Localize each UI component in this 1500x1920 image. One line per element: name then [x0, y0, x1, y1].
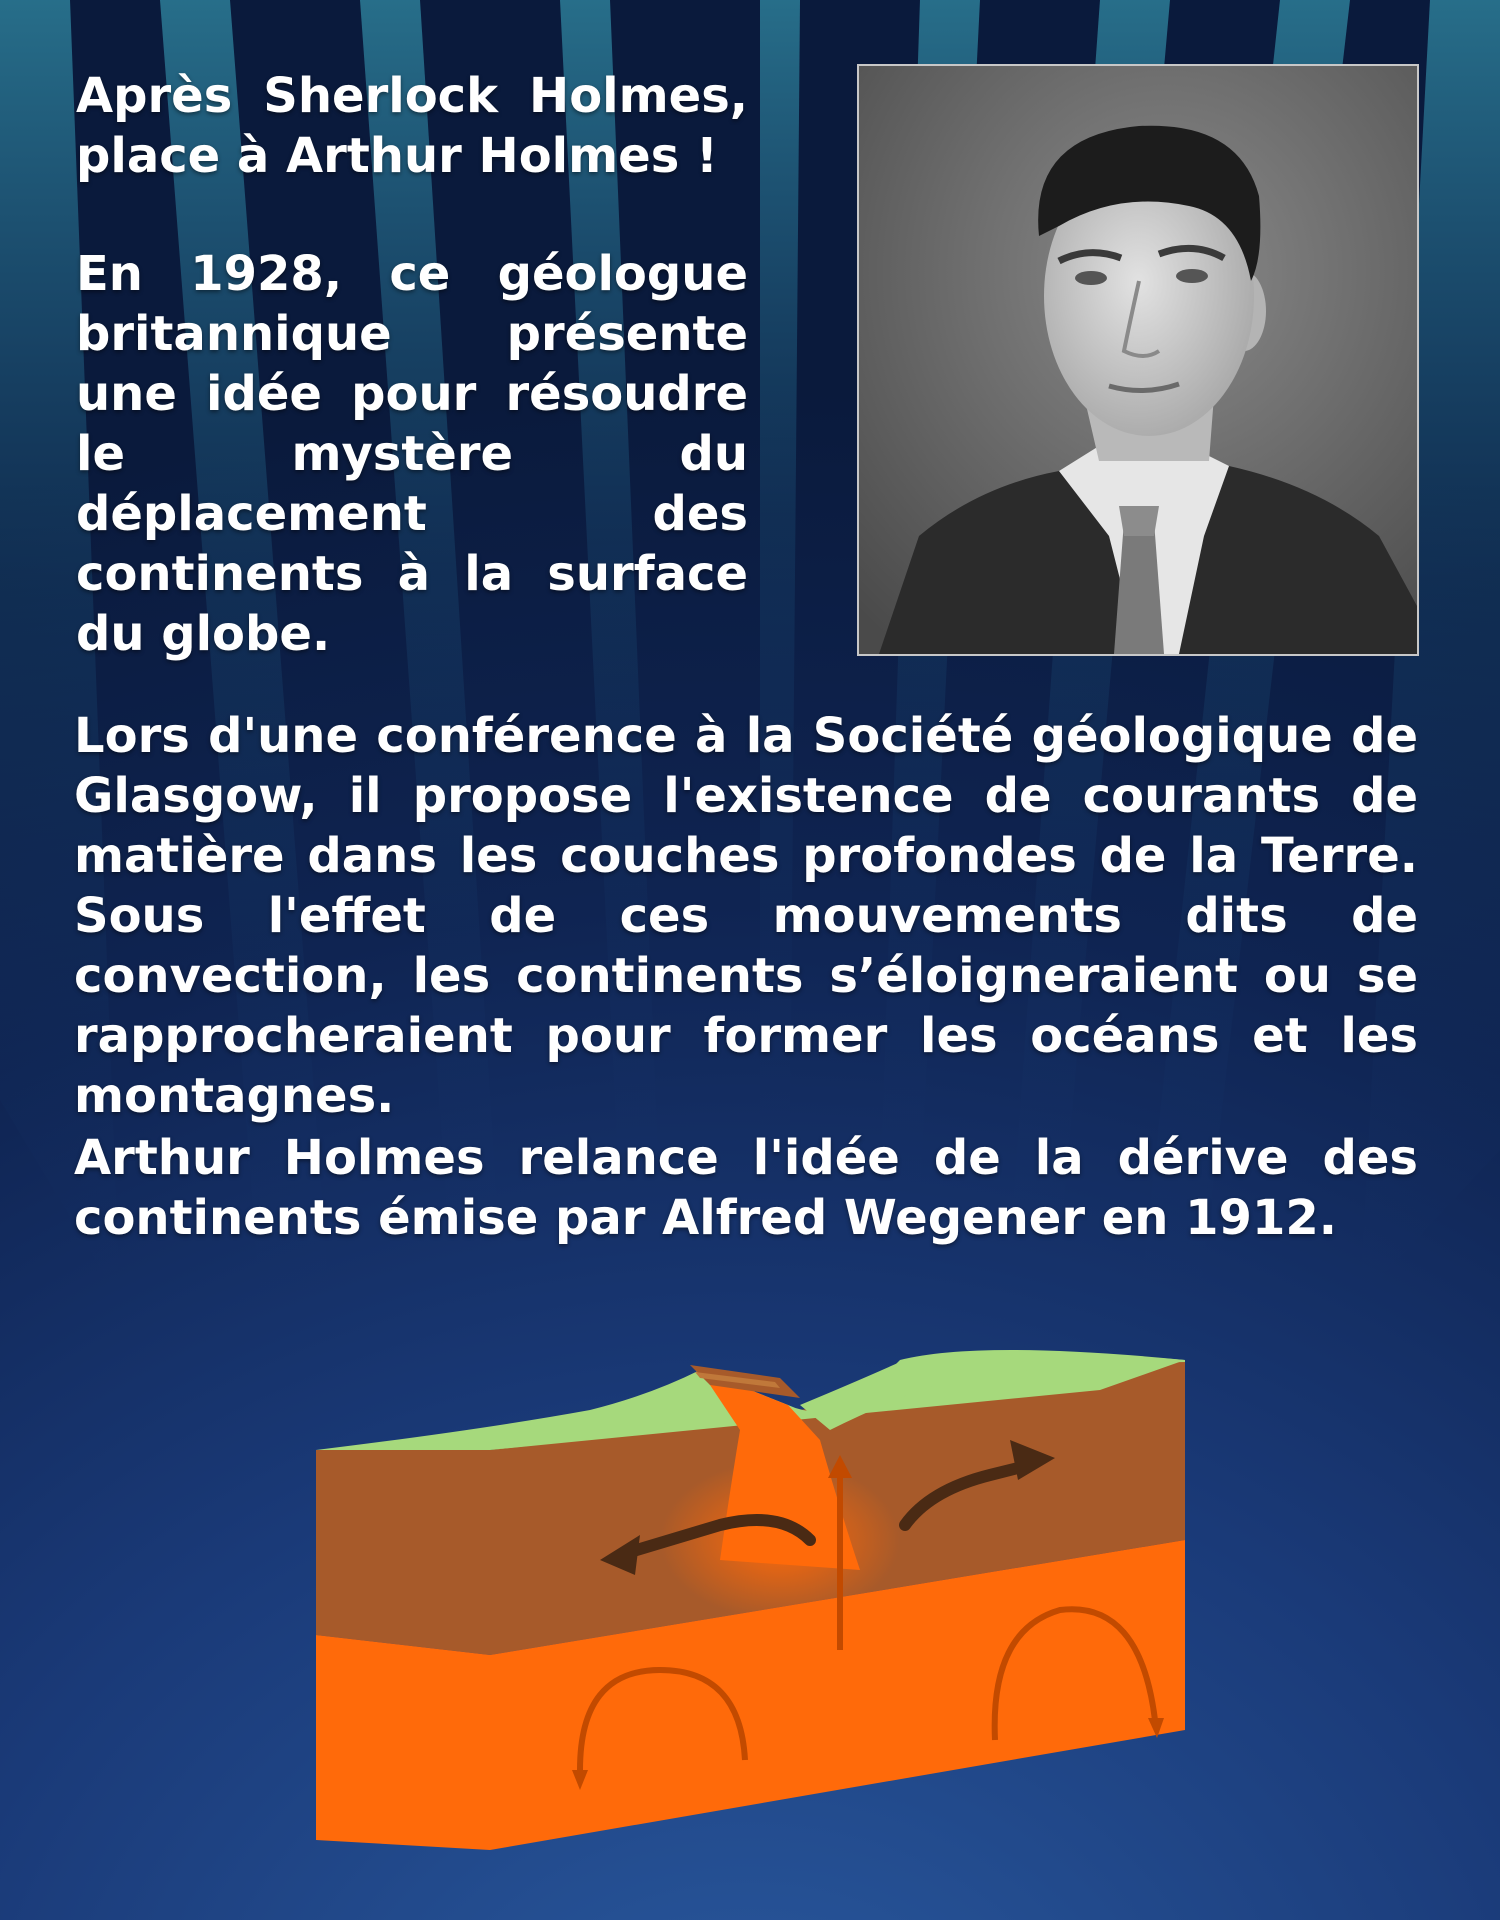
block-front-face — [316, 1450, 490, 1850]
portrait-illustration — [859, 66, 1417, 654]
portrait-photo — [857, 64, 1419, 656]
context-text: En 1928, ce géologue britannique présente une idée pour résoudre le mystère du déplacement des continents à la surface du globe. — [76, 246, 748, 662]
intro-text: Après Sherlock Holmes, place à Arthur Holmes ! — [76, 68, 748, 184]
convection-block-diagram — [300, 1310, 1200, 1870]
theory-text: Lors d'une conférence à la Société géologique de Glasgow, il propose l'existence de courants de matière dans les couches profondes de la Terre. Sous l'effet de ces mouvements dits de convection, les continents s’éloigneraient ou se rapprocheraient pour former les océans et les montagnes. — [74, 708, 1418, 1124]
legacy-text: Arthur Holmes relance l'idée de la dérive des continents émise par Alfred Wegener en 1912. — [74, 1130, 1418, 1246]
